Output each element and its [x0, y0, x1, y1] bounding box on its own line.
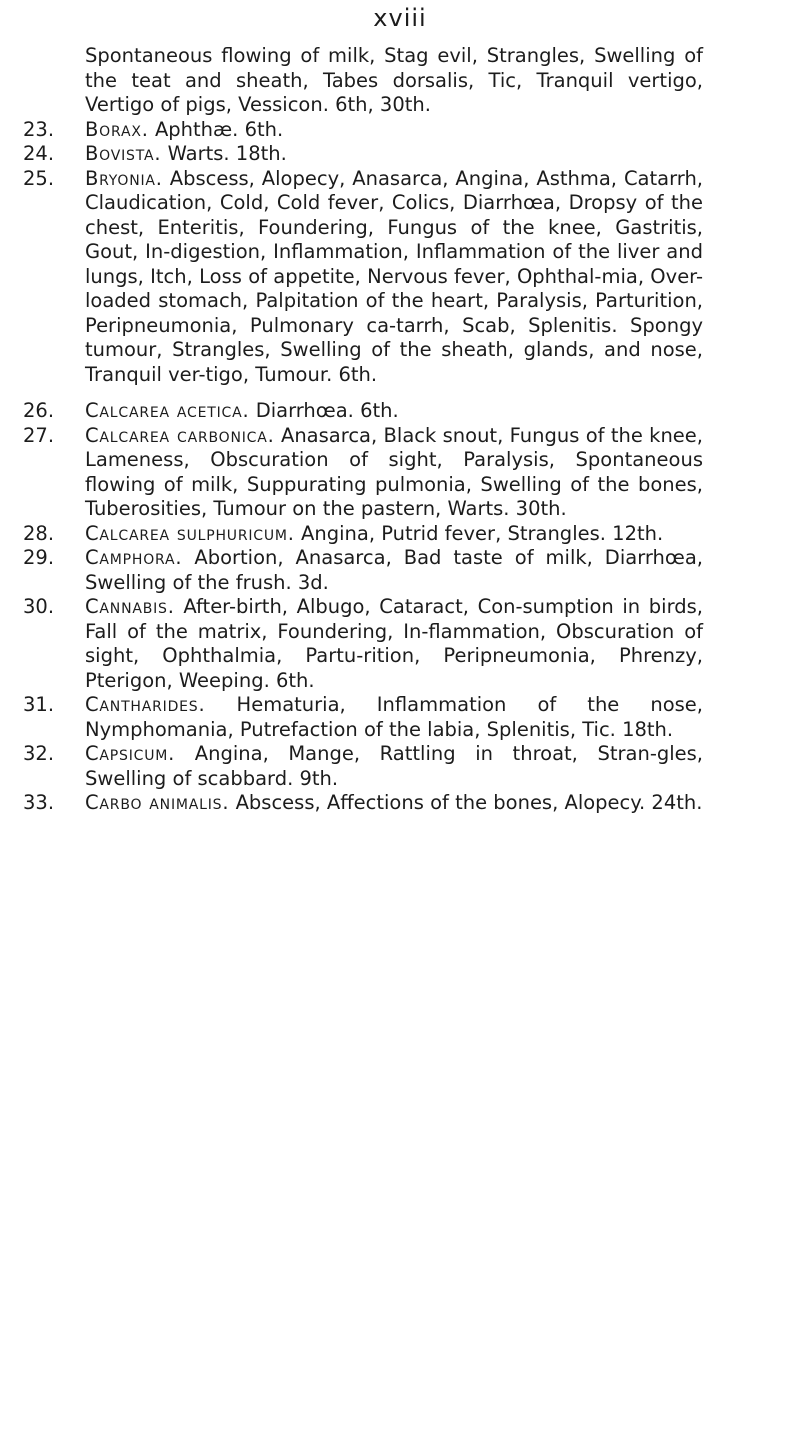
entry-text: Aphthæ. 6th.: [154, 117, 284, 141]
entry-number: 32.: [23, 742, 55, 765]
entry-26: [0, 399, 703, 424]
remedy-name: Camphora.: [85, 546, 183, 569]
entry-text: Angina, Putrid fever, Strangles. 12th.: [301, 521, 664, 545]
entry-number: 25.: [23, 166, 55, 190]
entry-28: [0, 522, 703, 547]
remedy-name: Bovista.: [85, 142, 162, 165]
entry-text: Abortion, Anasarca, Bad taste of milk, Diarrhœa, Swelling of the frush. 3d.: [85, 546, 703, 594]
entry-text: Anasarca, Black snout, Fungus of the knee, Lameness, Obscuration of sight, Paralysis, Spontaneous flowing of milk, Suppurating pulmonia, Swelling of the bones, Tuberosities, Tumour on the pastern, Warts. 30th.: [85, 423, 703, 520]
entry-33: [0, 791, 703, 816]
entry-text: Abscess, Alopecy, Anasarca, Angina, Asthma, Catarrh, Claudication, Cold, Cold fever, Colics, Diarrhœa, Dropsy of the chest, Enteritis, Foundering, Fungus of the knee, Gastritis, Gout, In-digestion, Inflammation, Inflammation of the liver and lungs, Itch, Loss of appetite, Nervous fever, Ophthal-mia, Over-loaded stomach, Palpitation of the heart, Paralysis, Parturition, Peripneumonia, Pulmonary ca-tarrh, Scab, Splenitis. Spongy tumour, Strangles, Swelling of the sheath, glands, and nose, Tranquil ver-tigo, Tumour. 6th.: [85, 166, 704, 386]
entry-29: [0, 546, 703, 595]
entry-number: 29.: [23, 546, 55, 569]
remedy-name: Calcarea carbonica.: [85, 423, 275, 447]
remedy-name: Carbo animalis.: [85, 791, 230, 814]
entry-32: [0, 742, 703, 791]
remedy-name: Cannabis.: [85, 595, 175, 618]
entry-number: 28.: [23, 521, 55, 545]
page-number: xviii: [373, 4, 427, 32]
entry-text: After-birth, Albugo, Cataract, Con-sumption in birds, Fall of the matrix, Foundering, In-flammation, Obscuration of sight, Ophthalmia, Partu-rition, Peripneumonia, Phrenzy, Pterigon, Weeping. 6th.: [85, 595, 703, 692]
entry-24: [0, 142, 703, 167]
entry-27: [0, 424, 703, 522]
entry-31: [0, 693, 703, 742]
remedy-name: Capsicum.: [85, 742, 176, 765]
entry-number: 30.: [23, 595, 55, 618]
remedy-name: Borax.: [85, 117, 149, 141]
entry-text: Hematuria, Inflammation of the nose, Nymphomania, Putrefaction of the labia, Splenitis, Tic. 18th.: [85, 693, 703, 741]
entry-text: Angina, Mange, Rattling in throat, Stran-gles, Swelling of scabbard. 9th.: [85, 742, 704, 790]
entry-text: Spontaneous flowing of milk, Stag evil, Strangles, Swelling of the teat and sheath, Tabes dorsalis, Tic, Tranquil vertigo, Vertigo of pigs, Vessicon. 6th, 30th.: [85, 44, 703, 116]
entry-number: 23.: [23, 117, 55, 141]
entry-number: 26.: [23, 399, 55, 422]
entry-text: Abscess, Affections of the bones, Alopecy. 24th.: [235, 791, 703, 814]
entry-text: Diarrhœa. 6th.: [255, 399, 399, 422]
remedy-name: Calcarea sulphuricum.: [85, 521, 295, 545]
entry-number: 24.: [23, 142, 55, 165]
entry-number: 27.: [23, 423, 55, 447]
remedy-name: Cantharides.: [85, 693, 206, 716]
page-body: [0, 44, 800, 816]
remedy-name: Calcarea acetica.: [85, 399, 250, 422]
entry-number: 33.: [23, 791, 55, 814]
entry-23: [0, 118, 703, 143]
remedy-name: Bryonia.: [85, 166, 163, 190]
entry-30: [0, 595, 703, 693]
entry-text: Warts. 18th.: [167, 142, 287, 165]
entry-25: [0, 167, 703, 388]
entry-continuation: [0, 44, 703, 118]
entry-number: 31.: [23, 693, 55, 716]
